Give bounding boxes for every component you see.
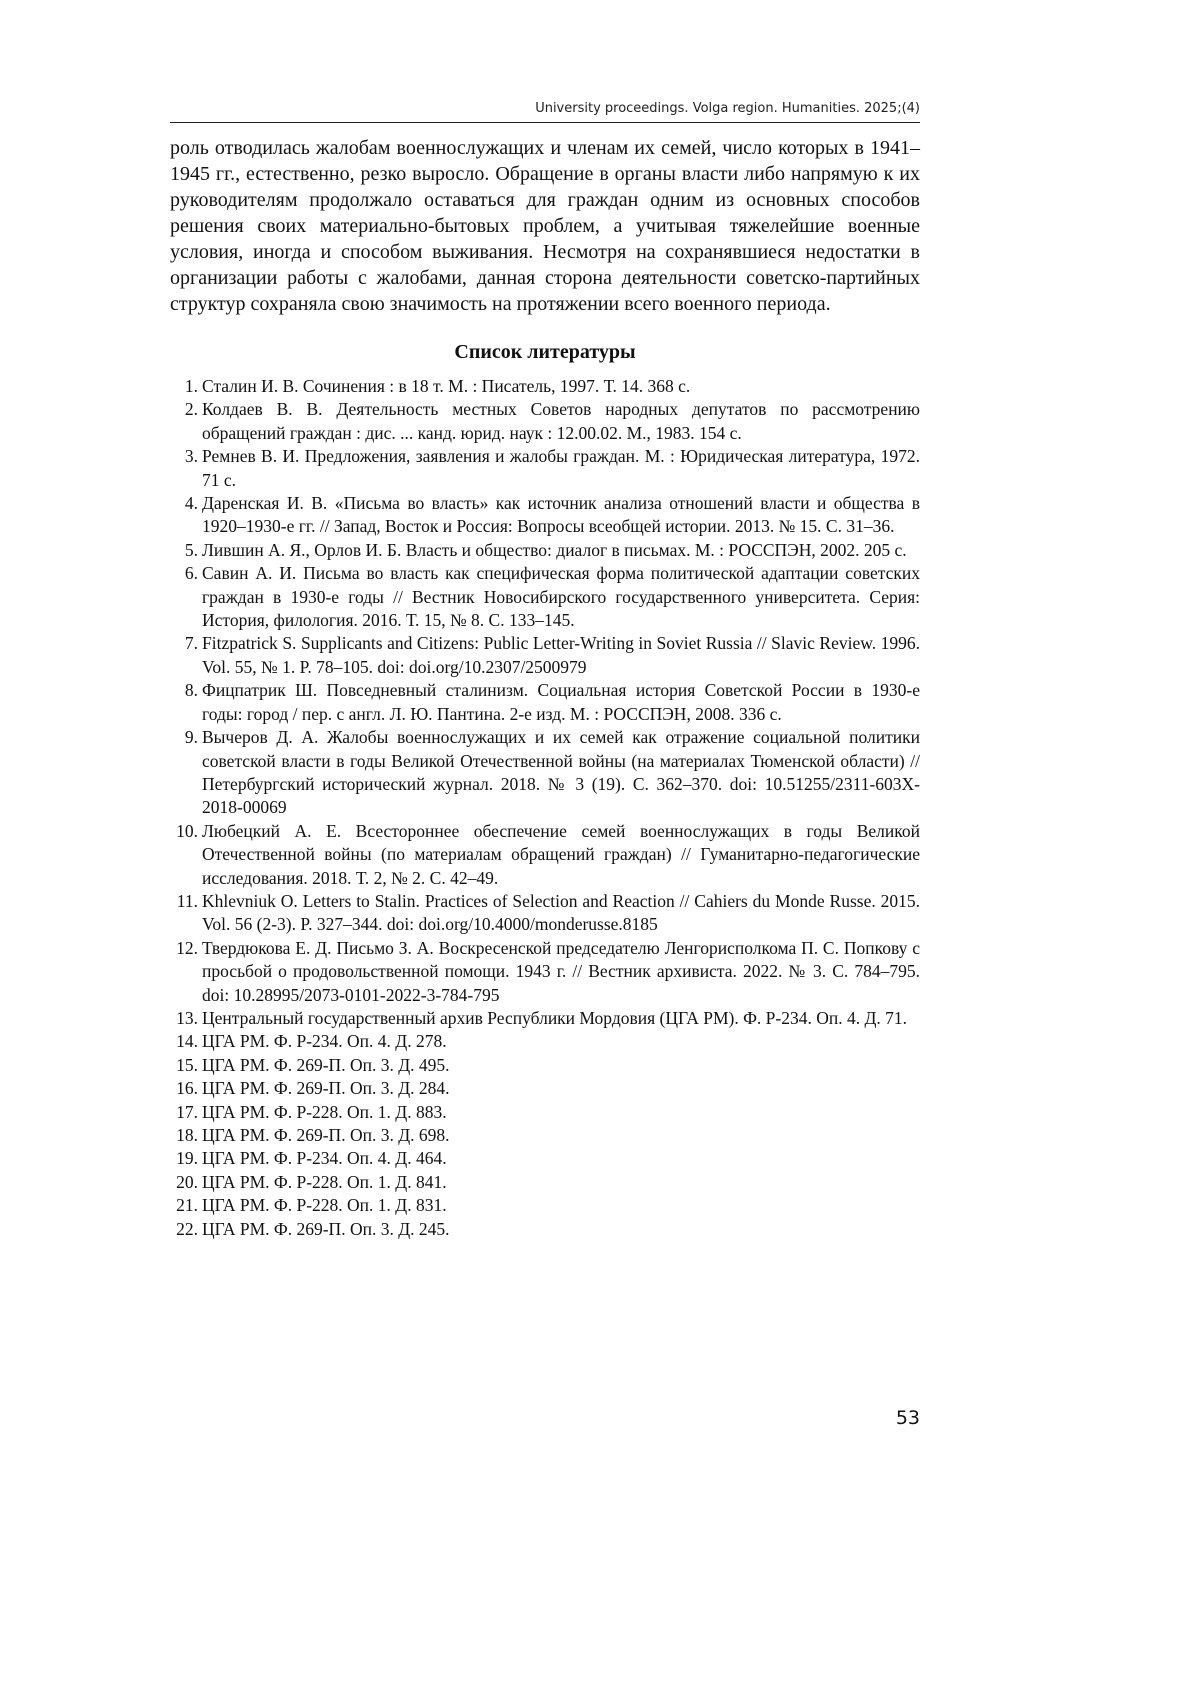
reference-text: ЦГА РМ. Ф. Р-234. Оп. 4. Д. 464.	[202, 1148, 447, 1169]
reference-item	[170, 1101, 920, 1124]
reference-item	[170, 492, 920, 539]
reference-number: 17.	[176, 1101, 198, 1122]
reference-text: Лившин А. Я., Орлов И. Б. Власть и общество: диалог в письмах. М. : РОССПЭН, 2002. 205 с.	[202, 539, 907, 560]
reference-number: 12.	[176, 937, 198, 958]
reference-text: Khlevniuk O. Letters to Stalin. Practices of Selection and Reaction // Cahiers du Monde Russe. 2015. Vol. 56 (2-3). P. 327–344. doi: doi.org/10.4000/monderusse.8185	[202, 890, 920, 935]
reference-item	[170, 632, 920, 679]
reference-item	[170, 1171, 920, 1194]
reference-number: 2.	[184, 399, 198, 420]
reference-number: 16.	[176, 1078, 198, 1099]
reference-item	[170, 1030, 920, 1053]
reference-text: Вычеров Д. А. Жалобы военнослужащих и их семей как отражение социальной политики советской власти в годы Великой Отечественной войны (на материалах Тюменской области) // Петербургский исторический журнал. 2018. № 3 (19). С. 362–370. doi: 10.51255/2311-603X-2018-00069	[202, 727, 920, 818]
reference-number: 7.	[184, 633, 198, 654]
reference-item	[170, 679, 920, 726]
reference-item	[170, 1218, 920, 1241]
reference-text: ЦГА РМ. Ф. Р-234. Оп. 4. Д. 278.	[202, 1031, 447, 1052]
reference-number: 18.	[176, 1125, 198, 1145]
reference-number: 13.	[176, 1007, 198, 1028]
reference-text: ЦГА РМ. Ф. Р-228. Оп. 1. Д. 883.	[202, 1101, 447, 1122]
reference-item	[170, 726, 920, 820]
reference-item	[170, 398, 920, 445]
reference-text: Сталин И. В. Сочинения : в 18 т. М. : Писатель, 1997. Т. 14. 368 с.	[202, 376, 691, 396]
reference-item	[170, 375, 920, 398]
reference-text: Ремнев В. И. Предложения, заявления и жалобы граждан. М. : Юридическая литература, 1972. 71 с.	[202, 446, 920, 490]
reference-text: Савин А. И. Письма во власть как специфическая форма политической адаптации советских граждан в 1930-е годы // Вестник Новосибирского государственного университета. Серия: История, филология. 2016. Т. 15, № 8. С. 133–145.	[202, 563, 920, 631]
reference-number: 5.	[184, 539, 198, 560]
reference-number: 21.	[176, 1195, 198, 1216]
reference-text: Любецкий А. Е. Всестороннее обеспечение семей военнослужащих в годы Великой Отечественной войны (по материалам обращений граждан) // Гуманитарно-педагогические исследования. 2018. Т. 2, № 2. С. 42–49.	[202, 820, 920, 888]
body-paragraph: роль отводилась жалобам военнослужащих и членам их семей, число которых в 1941–1945 гг., естественно, резко выросло. Обращение в органы власти либо напрямую к их руководителям продолжало оставаться для граждан одним из основных способов решения своих материально-бытовых проблем, а учитывая тяжелейшие военные условия, иногда и способом выживания. Несмотря на сохранявшиеся недостатки в организации работы с жалобами, данная сторона деятельности советско-партийных структур сохраняла свою значимость на протяжении всего военного периода.	[170, 137, 920, 315]
reference-number: 3.	[184, 446, 198, 467]
reference-item	[170, 1077, 920, 1100]
reference-number: 22.	[176, 1218, 198, 1239]
reference-text: Твердюкова Е. Д. Письмо З. А. Воскресенской председателю Ленгорисполкома П. С. Попкову с просьбой о продовольственной помощи. 1943 г. // Вестник архивиста. 2022. № 3. С. 784–795. doi: 10.28995/2073-0101-2022-3-784-795	[202, 937, 920, 1005]
reference-number: 1.	[184, 376, 198, 396]
reference-number: 8.	[184, 680, 198, 701]
reference-number: 4.	[184, 493, 198, 514]
reference-text: ЦГА РМ. Ф. 269-П. Оп. 3. Д. 495.	[202, 1054, 450, 1075]
references-list	[170, 375, 920, 1241]
page-number: 53	[895, 1407, 920, 1429]
reference-number: 20.	[176, 1171, 198, 1192]
reference-item	[170, 937, 920, 1007]
reference-text: Колдаев В. В. Деятельность местных Советов народных депутатов по рассмотрению обращений граждан : дис. ... канд. юрид. наук : 12.00.02. М., 1983. 154 с.	[202, 399, 920, 443]
reference-number: 14.	[176, 1031, 198, 1052]
reference-text: Fitzpatrick S. Supplicants and Citizens: Public Letter-Writing in Soviet Russia // Slavic Review. 1996. Vol. 55, № 1. P. 78–105. doi: doi.org/10.2307/2500979	[202, 633, 920, 677]
reference-number: 19.	[176, 1148, 198, 1169]
reference-text: Даренская И. В. «Письма во власть» как источник анализа отношений власти и общества в 1920–1930-е гг. // Запад, Восток и Россия: Вопросы всеобщей истории. 2013. № 15. С. 31–36.	[202, 493, 920, 537]
reference-item	[170, 1124, 920, 1147]
reference-text: ЦГА РМ. Ф. 269-П. Оп. 3. Д. 245.	[202, 1218, 450, 1239]
reference-number: 15.	[176, 1054, 198, 1075]
reference-text: ЦГА РМ. Ф. Р-228. Оп. 1. Д. 841.	[202, 1171, 447, 1192]
reference-item	[170, 1194, 920, 1217]
reference-number: 11.	[176, 890, 198, 911]
reference-item	[170, 1054, 920, 1077]
running-header: University proceedings. Volga region. Humanities. 2025;(4)	[170, 100, 920, 123]
reference-text: Фицпатрик Ш. Повседневный сталинизм. Социальная история Советской России в 1930-е годы: город / пер. с англ. Л. Ю. Пантина. 2-е изд. М. : РОССПЭН, 2008. 336 с.	[202, 680, 920, 724]
reference-item	[170, 820, 920, 890]
reference-item	[170, 890, 920, 937]
reference-number: 6.	[184, 563, 198, 584]
page-content	[170, 100, 920, 1241]
reference-item	[170, 539, 920, 562]
reference-item	[170, 445, 920, 492]
reference-text: ЦГА РМ. Ф. 269-П. Оп. 3. Д. 284.	[202, 1078, 450, 1099]
reference-number: 9.	[184, 727, 198, 748]
reference-item	[170, 562, 920, 632]
reference-item	[170, 1007, 920, 1030]
reference-text: ЦГА РМ. Ф. 269-П. Оп. 3. Д. 698.	[202, 1125, 450, 1145]
reference-text: Центральный государственный архив Республики Мордовия (ЦГА РМ). Ф. Р-234. Оп. 4. Д. 71.	[202, 1007, 908, 1028]
reference-text: ЦГА РМ. Ф. Р-228. Оп. 1. Д. 831.	[202, 1195, 447, 1216]
reference-item	[170, 1147, 920, 1170]
reference-number: 10.	[176, 820, 198, 841]
references-heading: Список литературы	[454, 341, 636, 363]
